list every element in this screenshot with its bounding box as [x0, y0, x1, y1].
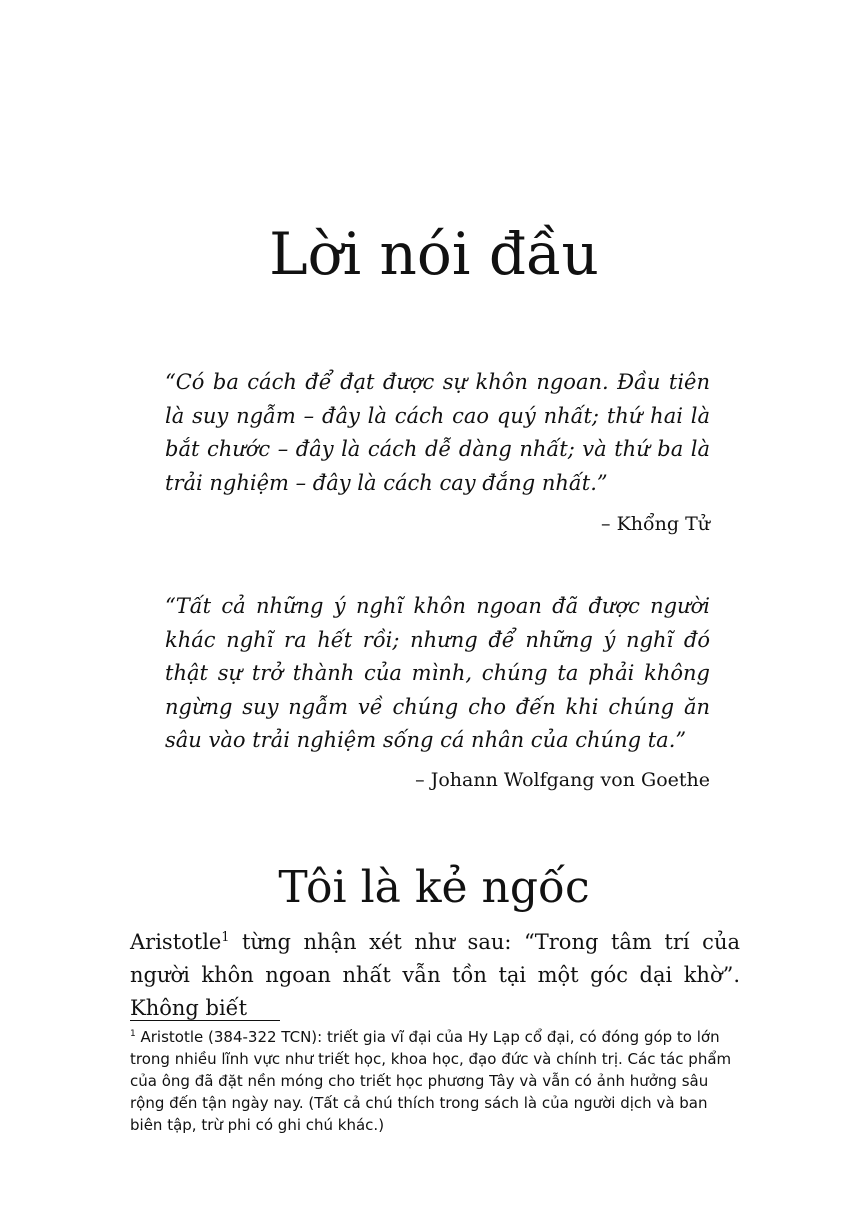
footnote-reference[interactable]: 1: [221, 929, 230, 944]
footnote-marker: 1: [130, 1029, 136, 1039]
section-heading: Tôi là kẻ ngốc: [278, 862, 590, 913]
epigraph-quote: “Có ba cách để đạt được sự khôn ngoan. Đầu tiên là suy ngẫm – đây là cách cao quý nhất; thứ hai là bắt chước – đây là cách dễ dàng nhất; và thứ ba là trải nghiệm – đây là cách cay đắng nhất.”: [165, 370, 710, 495]
body-paragraph: [130, 926, 740, 1025]
page-title: Lời nói đầu: [269, 220, 599, 288]
epigraph-attribution: – Khổng Tử: [601, 513, 710, 535]
body-text-start: Aristotle: [130, 930, 222, 954]
footnote: [130, 1026, 742, 1136]
epigraph-quote: “Tất cả những ý nghĩ khôn ngoan đã được người khác nghĩ ra hết rồi; nhưng để những ý nghĩ đó thật sự trở thành của mình, chúng ta phải không ngừng suy ngẫm về chúng cho đến khi chúng ăn sâu vào trải nghiệm sống cá nhân của chúng ta.”: [165, 594, 710, 752]
body-text-rest: từng nhận xét như sau: “Trong tâm trí của người khôn ngoan nhất vẫn tồn tại một góc dại khờ”. Không biết: [130, 930, 740, 1020]
footnote-divider: [130, 1020, 280, 1021]
epigraph-attribution: – Johann Wolfgang von Goethe: [415, 769, 710, 791]
footnote-text: Aristotle (384-322 TCN): triết gia vĩ đại của Hy Lạp cổ đại, có đóng góp to lớn trong nhiều lĩnh vực như triết học, khoa học, đạo đức và chính trị. Các tác phẩm của ông đã đặt nền móng cho triết học phương Tây và vẫn có ảnh hưởng sâu rộng đến tận ngày nay. (Tất cả chú thích trong sách là của người dịch và ban biên tập, trừ phi có ghi chú khác.): [130, 1028, 732, 1134]
